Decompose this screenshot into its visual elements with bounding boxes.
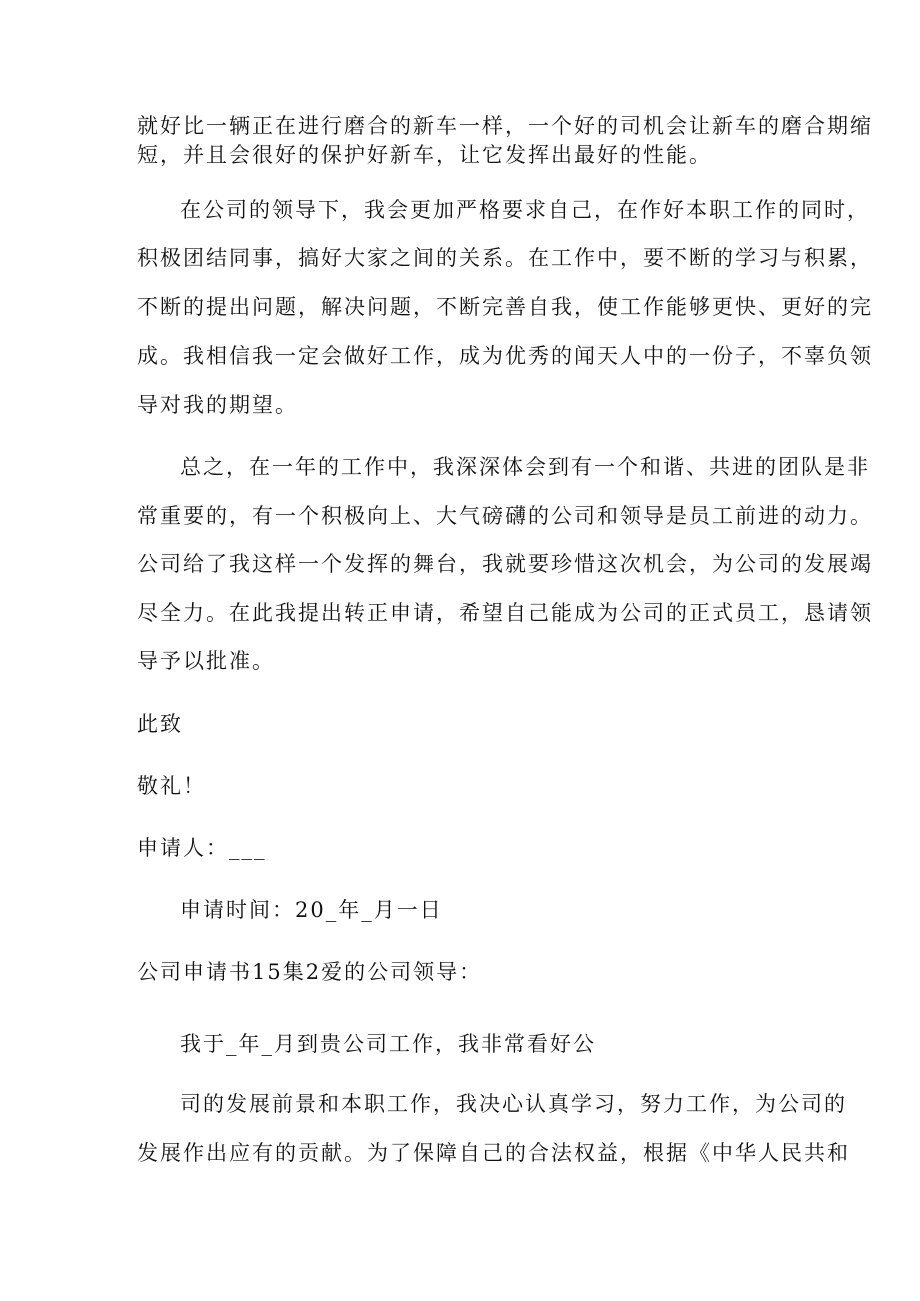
paragraph-5-line-2: 发展作出应有的贡献。为了保障自己的合法权益，根据《中华人民共和: [137, 1141, 850, 1165]
paragraph-2-line-5: 导对我的期望。: [137, 393, 298, 417]
second-letter-heading: 公司申请书15集2爱的公司领导：: [137, 960, 483, 984]
paragraph-3-line-4: 尽全力。在此我提出转正申请，希望自己能成为公司的正式员工，恳请领: [137, 601, 873, 625]
closing-regards: 敬礼！: [137, 774, 206, 798]
paragraph-1-line-1: 就好比一辆正在进行磨合的新车一样，一个好的司机会让新车的磨合期缩: [137, 114, 873, 138]
paragraph-2-line-3: 不断的提出问题，解决问题，不断完善自我，使工作能够更快、更好的完: [137, 295, 873, 319]
paragraph-3-line-1: 总之，在一年的工作中，我深深体会到有一个和谐、共进的团队是非: [180, 455, 870, 479]
paragraph-2-line-2: 积极团结同事，搞好大家之间的关系。在工作中，要不断的学习与积累，: [137, 246, 873, 270]
paragraph-2-line-1: 在公司的领导下，我会更加严格要求自己，在作好本职工作的同时，: [180, 198, 870, 222]
apply-time-line: 申请时间：20_年_月一日: [180, 898, 443, 922]
applicant-line: 申请人：___: [137, 836, 267, 860]
paragraph-2-line-4: 成。我相信我一定会做好工作，成为优秀的闻天人中的一份子，不辜负领: [137, 344, 873, 368]
paragraph-4-line-1: 我于_年_月到贵公司工作，我非常看好公: [180, 1032, 596, 1056]
closing-salutation: 此致: [137, 712, 183, 736]
paragraph-3-line-2: 常重要的，有一个积极向上、大气磅礴的公司和领导是员工前进的动力。: [137, 504, 873, 528]
paragraph-3-line-3: 公司给了我这样一个发挥的舞台，我就要珍惜这次机会，为公司的发展竭: [137, 552, 873, 576]
paragraph-1-line-2: 短，并且会很好的保护好新车，让它发挥出最好的性能。: [137, 143, 712, 167]
paragraph-3-line-5: 导予以批准。: [137, 649, 275, 673]
paragraph-5-line-1: 司的发展前景和本职工作，我决心认真学习，努力工作，为公司的: [180, 1092, 847, 1116]
